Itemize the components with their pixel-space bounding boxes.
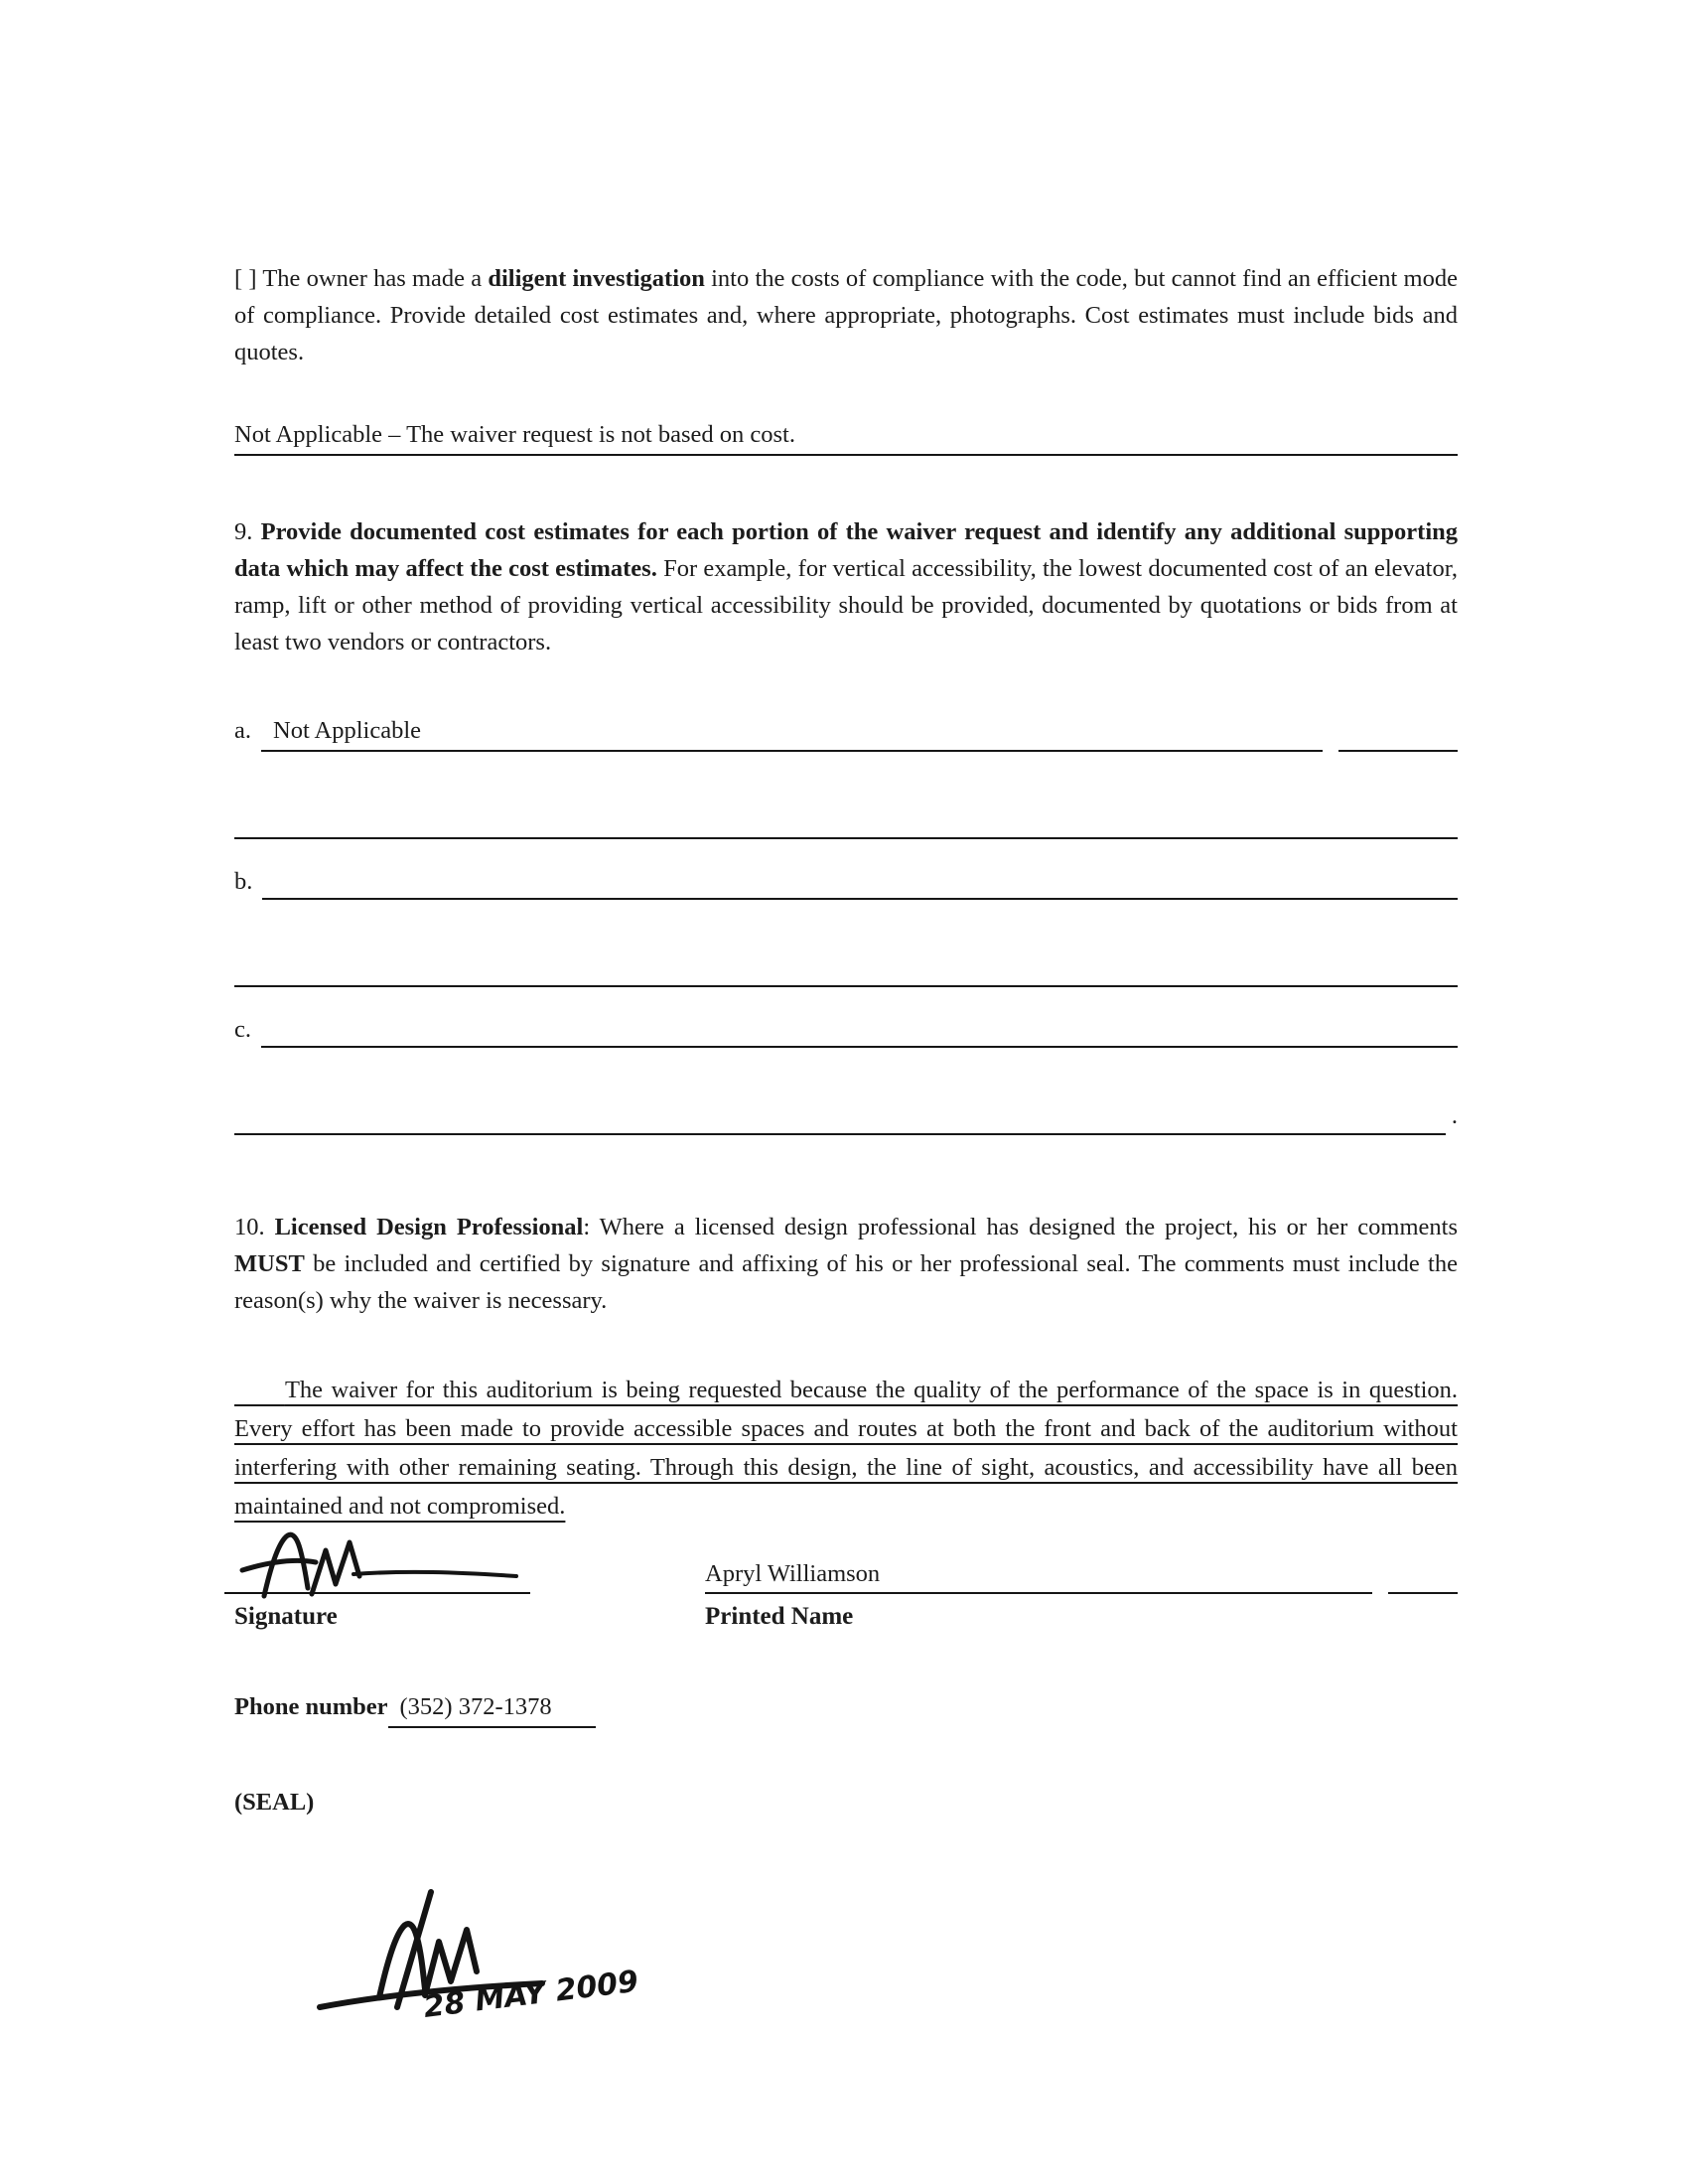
blank-underline — [894, 1555, 1372, 1594]
underline-gap — [1372, 1555, 1388, 1594]
blank-line — [234, 801, 1458, 839]
answer-c-row — [234, 1011, 1458, 1048]
answer-a-label: a. — [234, 717, 251, 744]
printed-name-value: Apryl Williamson — [705, 1555, 894, 1594]
signature-row — [234, 1555, 1458, 1594]
item-9-text: For example, for vertical accessibility, the lowest documented cost of an elevator, ramp, lift or other method of providing vertical accessibility should be provided, documented by quotations or bids from at least two vendors or contractors. — [234, 555, 1458, 655]
blank-underline — [795, 416, 1458, 456]
diligent-investigation-bold: diligent investigation — [488, 265, 705, 292]
comments-indent — [234, 1377, 285, 1403]
must-bold: MUST — [234, 1250, 305, 1277]
owner-investigation-paragraph — [234, 260, 1458, 370]
blank-underline — [1388, 1555, 1458, 1594]
handwritten-date: 28 MAY 2009 — [421, 1964, 640, 2025]
item-10-bold-title: Licensed Design Professional — [274, 1214, 584, 1240]
handwritten-signature-icon — [228, 1515, 546, 1610]
handwritten-seal-signature-icon — [314, 1886, 711, 2035]
underline-gap — [1323, 712, 1338, 752]
paragraph-text: into the costs of compliance with the code, but cannot find an efficient mode of compliance. Provide detailed cost estimates and, where appropriate, photographs. Cost estimates must include bids and quotes. — [234, 265, 1458, 365]
printed-name-label: Printed Name — [705, 1603, 854, 1630]
item-9-number: 9. — [234, 518, 261, 545]
cost-basis-answer-line — [234, 416, 1458, 456]
blank-underline — [261, 1011, 1458, 1048]
checkbox-empty: [ ] — [234, 265, 257, 292]
item-10-text: : Where a licensed design professional has designed the project, his or her comments — [583, 1214, 1458, 1240]
answer-c-label: c. — [234, 1016, 251, 1043]
item-9-bold-text: Provide documented cost estimates for each portion of the waiver request and identify any additional supporting data which may affect the cost estimates. — [234, 518, 1458, 582]
blank-line-with-period — [234, 1097, 1458, 1135]
answer-b-label: b. — [234, 868, 253, 895]
seal-label: (SEAL) — [234, 1789, 315, 1816]
signature-area — [234, 1592, 705, 1594]
blank-underline — [1338, 712, 1458, 752]
blank-line — [234, 949, 1458, 987]
answer-b-row — [234, 863, 1458, 900]
item-10-text: be included and certified by signature and affixing of his or her professional seal. The comments must include the reason(s) why the waiver is necessary. — [234, 1250, 1458, 1314]
printed-name-area — [705, 1555, 1458, 1594]
answer-a-row — [234, 712, 1458, 752]
item-10-paragraph — [234, 1209, 1458, 1319]
blank-underline — [262, 863, 1458, 900]
paragraph-text: The owner has made a — [256, 265, 489, 292]
phone-number-row — [234, 1688, 1458, 1728]
comments-text: The waiver for this auditorium is being requested because the quality of the performance of the space is in question. Every effort has been made to provide accessible spaces and routes at both the front and back of the auditorium without interfering with other remaining seating. Through this design, the line of sight, acoustics, and accessibility have all been maintained and not compromised. — [234, 1377, 1459, 1520]
signature-label: Signature — [234, 1603, 338, 1630]
item-9-paragraph — [234, 513, 1458, 660]
phone-number-label: Phone number — [234, 1693, 388, 1720]
phone-number-value: (352) 372-1378 — [388, 1688, 596, 1728]
blank-underline — [427, 712, 1323, 752]
trailing-period: . — [1451, 1102, 1458, 1129]
blank-underline — [234, 1097, 1446, 1135]
design-professional-comments — [234, 1371, 1458, 1526]
seal-signature-area — [314, 1886, 1458, 2046]
answer-a-value: Not Applicable — [261, 712, 427, 752]
cost-basis-answer-text: Not Applicable – The waiver request is not based on cost. — [234, 416, 795, 456]
item-10-number: 10. — [234, 1214, 275, 1240]
